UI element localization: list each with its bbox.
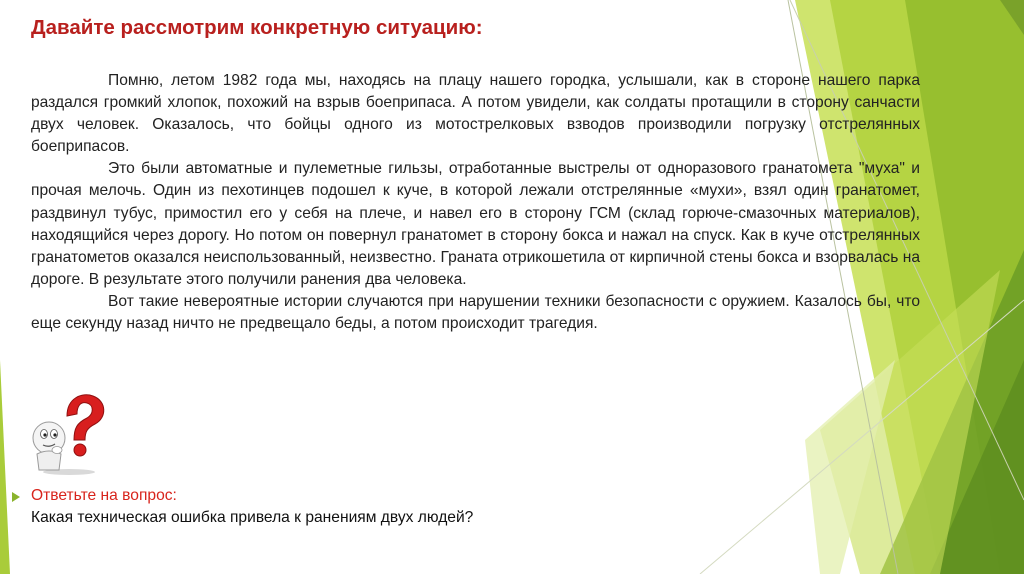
- slide-title: Давайте рассмотрим конкретную ситуацию:: [31, 16, 483, 39]
- question-text: Какая техническая ошибка привела к ранениям двух людей?: [31, 509, 474, 526]
- left-green-strip: [0, 360, 10, 574]
- story-paragraph: Вот такие невероятные истории случаются при нарушении техники безопасности с оружием. Казалось бы, что еще секунду назад ничто не предвещало беды, а потом происходит трагедия.: [31, 292, 920, 333]
- triangle-arrow-icon: [12, 492, 20, 502]
- story-paragraph: Это были автоматные и пулеметные гильзы, отработанные выстрелы от одноразового гранатомета "муха" и прочая мелочь. Один из пехотинцев подошел к куче, в которой лежали отстрелянные «мухи», взял один гранатомет, раздвинул тубус, примостил его у себя на плече, и навел его в сторону ГСМ (склад горюче-смазочных материалов), находящийся через дорогу. Но потом он повернул гранатомет в сторону бокса и нажал на спуск. Как в куче отстрелянных гранатометов оказался неиспользованный, неизвестно. Граната отрикошетила от кирпичной стены бокса и взорвалась на дороге. В результате этого получили ранения два человека.: [31, 160, 920, 288]
- story-text: [31, 70, 920, 335]
- story-paragraph: Помню, летом 1982 года мы, находясь на плацу нашего городка, услышали, как в стороне нашего парка раздался громкий хлопок, похожий на взрыв боеприпаса. А потом увидели, как солдаты протащили в сторону санчасти двух человек. Оказалось, что бойцы одного из мотострелковых взводов производили погрузку отстрелянных боеприпасов.: [31, 72, 920, 156]
- question-label: Ответьте на вопрос:: [31, 487, 177, 504]
- question-mark-figure-icon: [27, 388, 107, 476]
